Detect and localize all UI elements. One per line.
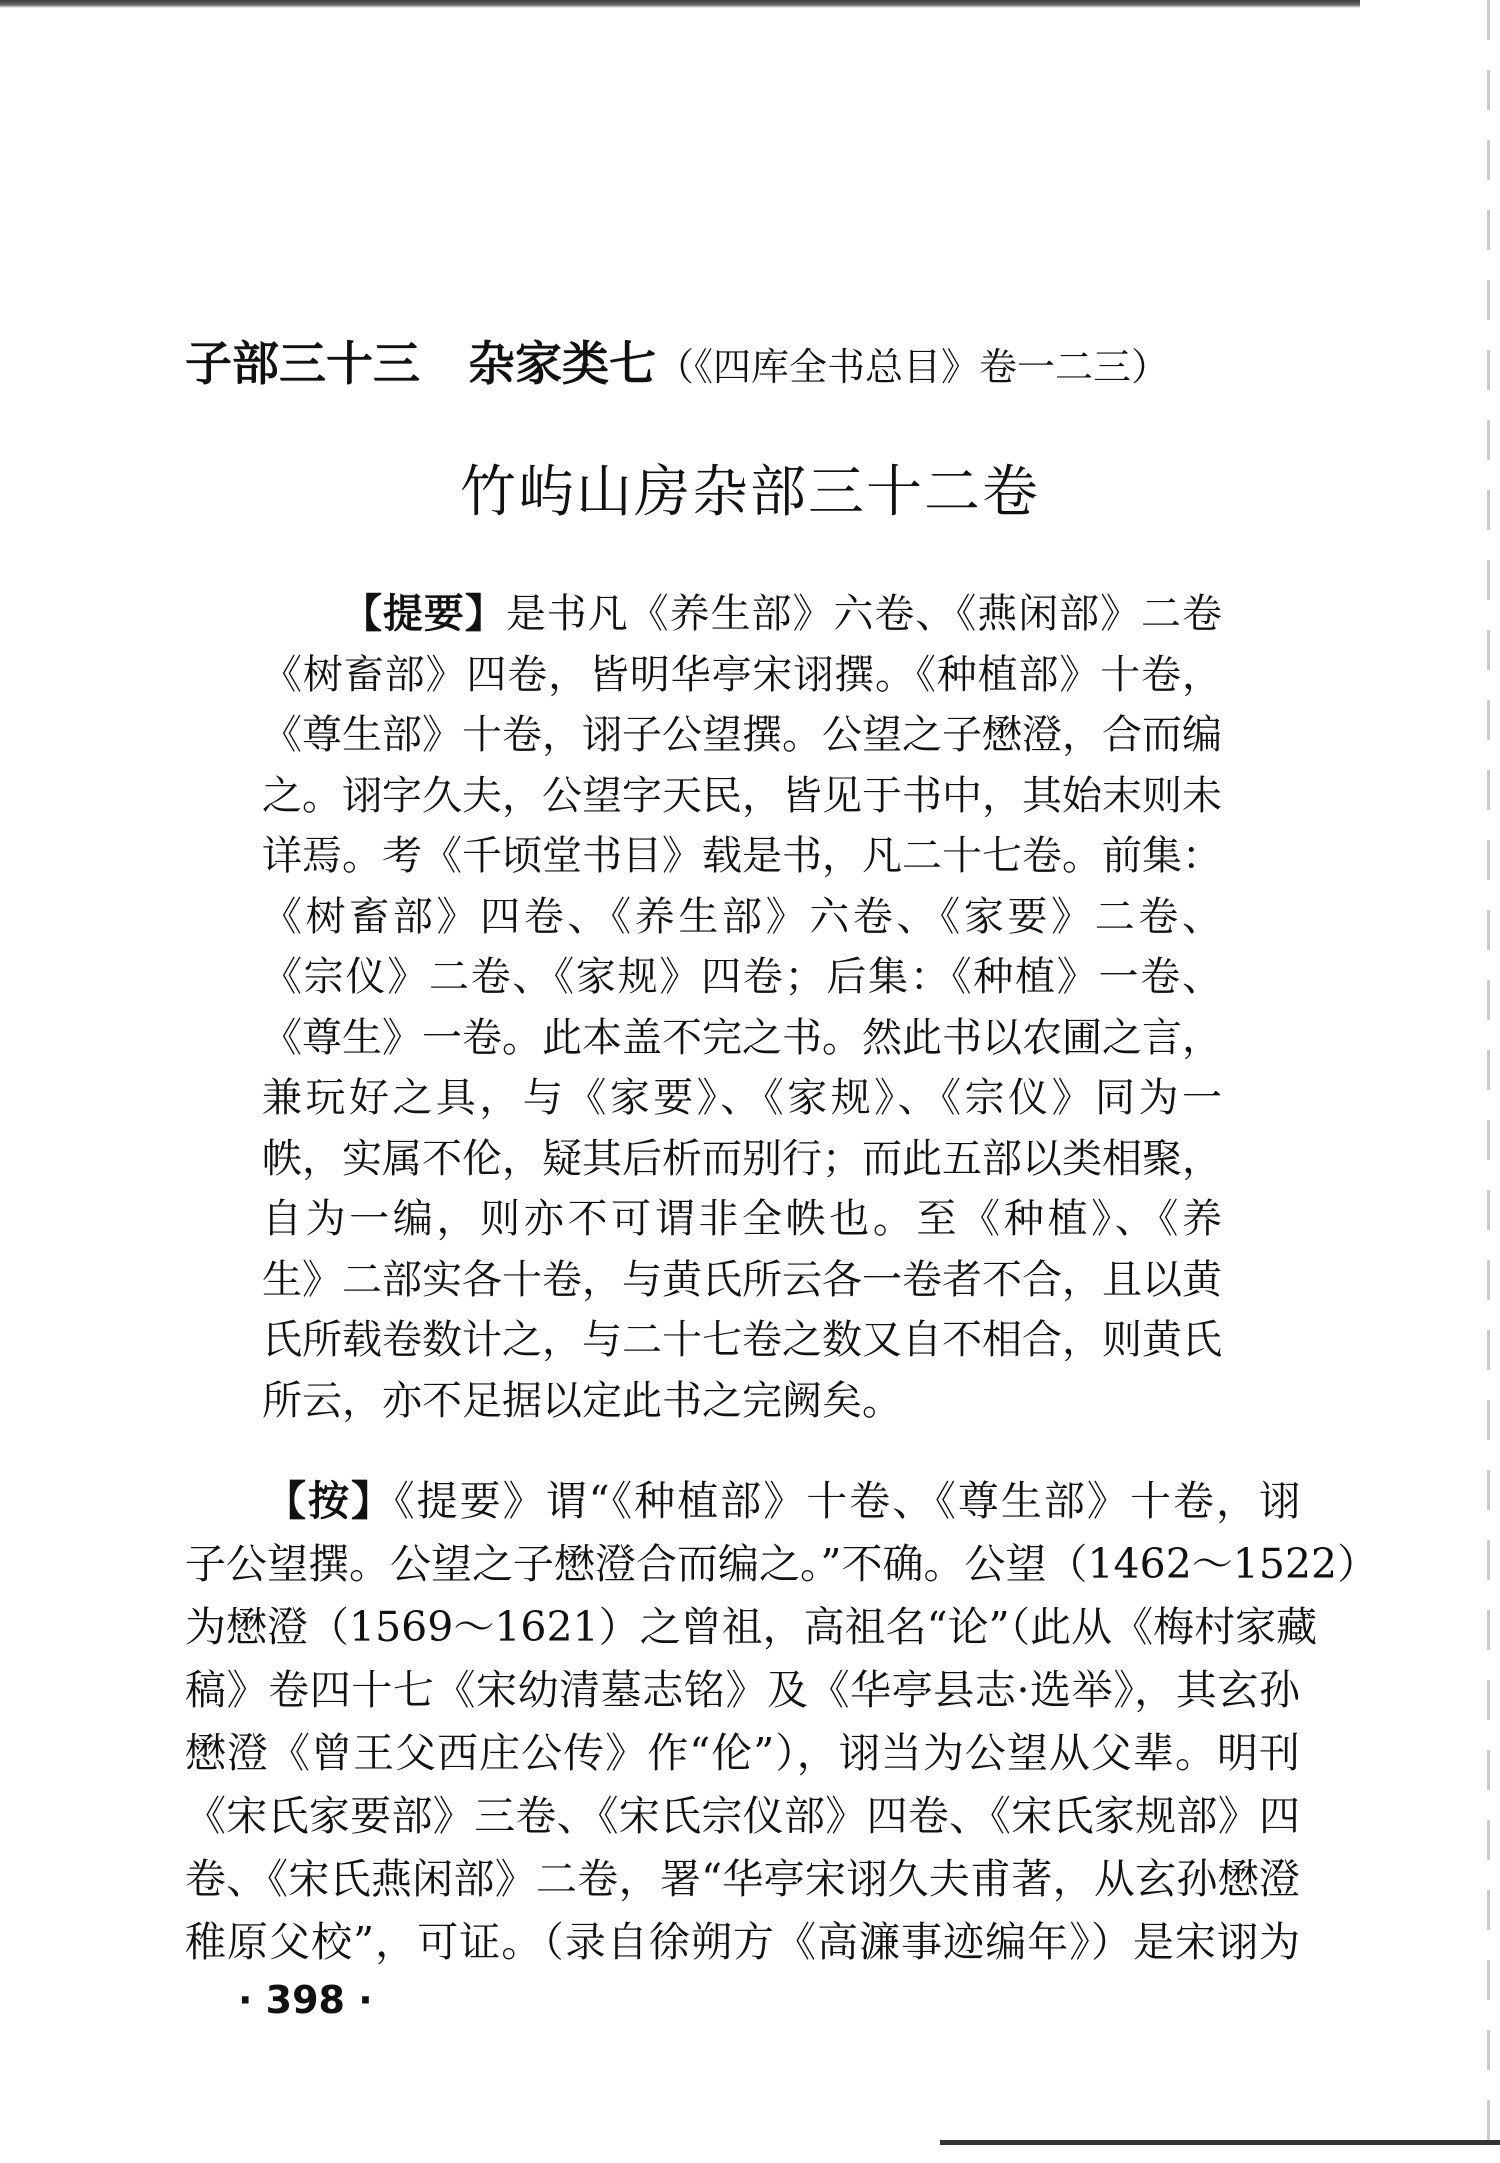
summary-tag: 【提要】 xyxy=(342,591,506,637)
note-block xyxy=(185,1470,1379,1974)
summary-line: 《尊生》一卷。此本盖不完之书。然此书以农圃之言， xyxy=(262,1014,1222,1061)
summary-line: 氏所载卷数计之，与二十七卷之数又自不相合，则黄氏 xyxy=(262,1317,1222,1363)
summary-line: 生》二部实各十卷，与黄氏所云各一卷者不合，且以黄 xyxy=(262,1256,1222,1303)
book-title: 竹屿山房杂部三十二卷 xyxy=(460,460,1040,525)
summary-line: 所云，亦不足据以定此书之完阙矣。 xyxy=(262,1377,902,1424)
page-number: · 398 · xyxy=(238,1978,373,2022)
note-line: 为懋澄（1569～1621）之曾祖，高祖名“论”（此从《梅村家藏 xyxy=(185,1603,1318,1651)
summary-block xyxy=(262,584,1222,1431)
summary-line: 详焉。考《千顷堂书目》载是书，凡二十七卷。前集： xyxy=(262,833,1222,879)
note-line: 《宋氏家要部》三卷、《宋氏宗仪部》四卷、《宋氏家规部》四 xyxy=(185,1792,1300,1840)
note-tag: 【按】 xyxy=(265,1477,395,1525)
scan-edge-top xyxy=(0,0,1360,8)
section-category: 杂家类七 xyxy=(468,337,656,392)
note-line: 【按】《提要》谓“《种植部》十卷、《尊生部》十卷，诩 xyxy=(265,1477,1301,1525)
section-part: 子部三十三 xyxy=(185,337,420,392)
summary-line: 之。诩字久夫，公望字天民，皆见于书中，其始末则未 xyxy=(262,772,1222,819)
note-line: 卷、《宋氏燕闲部》二卷，署“华亭宋诩久夫甫著，从玄孙懋澄 xyxy=(185,1855,1300,1903)
note-line: 子公望撰。公望之子懋澄合而编之。”不确。公望（1462～1522） xyxy=(185,1540,1379,1588)
summary-line: 自为一编，则亦不可谓非全帙也。至《种植》、《养 xyxy=(262,1196,1222,1242)
summary-line: 《宗仪》二卷、《家规》四卷；后集：《种植》一卷、 xyxy=(262,954,1222,1000)
section-heading xyxy=(185,335,1385,397)
summary-line: 《树畜部》四卷，皆明华亭宋诩撰。《种植部》十卷， xyxy=(262,651,1222,698)
note-line: 稚原父校”，可证。（录自徐朔方《高濂事迹编年》）是宋诩为 xyxy=(185,1918,1300,1966)
section-source: （《四库全书总目》卷一二三） xyxy=(656,345,1170,389)
scan-edge-bottom xyxy=(940,2140,1500,2145)
summary-line: 帙，实属不伦，疑其后析而别行；而此五部以类相聚， xyxy=(262,1135,1222,1182)
note-line: 稿》卷四十七《宋幼清墓志铭》及《华亭县志·选举》，其玄孙 xyxy=(185,1666,1300,1714)
scan-edge-right xyxy=(1487,0,1490,2163)
summary-line: 《尊生部》十卷，诩子公望撰。公望之子懋澄，合而编 xyxy=(262,712,1222,758)
note-line: 懋澄《曾王父西庄公传》作“伦”），诩当为公望从父辈。明刊 xyxy=(185,1729,1300,1777)
summary-line: 【提要】是书凡《养生部》六卷、《燕闲部》二卷 xyxy=(342,591,1223,637)
summary-line: 兼玩好之具，与《家要》、《家规》、《宗仪》同为一 xyxy=(262,1075,1222,1121)
summary-line: 《树畜部》四卷、《养生部》六卷、《家要》二卷、 xyxy=(262,893,1222,940)
